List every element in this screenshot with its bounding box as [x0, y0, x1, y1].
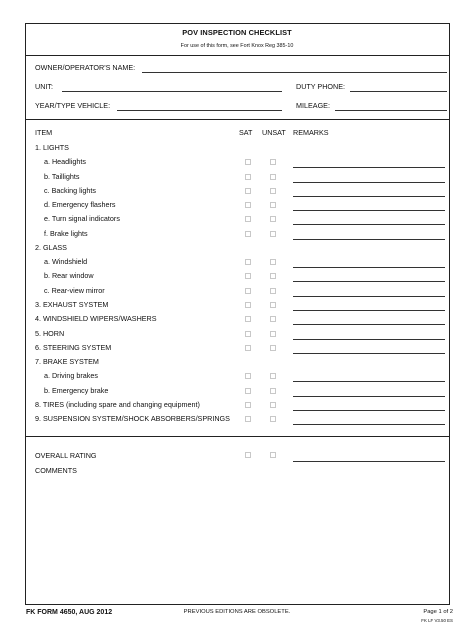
- unsat-checkbox[interactable]: [270, 259, 276, 265]
- mileage-field[interactable]: [335, 110, 447, 111]
- checklist-item-label: d. Emergency flashers: [44, 200, 116, 210]
- unsat-checkbox[interactable]: [270, 188, 276, 194]
- remarks-field[interactable]: [293, 410, 445, 411]
- remarks-field[interactable]: [293, 196, 445, 197]
- sat-checkbox[interactable]: [245, 402, 251, 408]
- sat-checkbox[interactable]: [245, 288, 251, 294]
- checklist-item-label: 2. GLASS: [35, 242, 67, 252]
- checklist-item-label: b. Rear window: [44, 271, 94, 281]
- remarks-field[interactable]: [293, 210, 445, 211]
- checklist-item-label: 9. SUSPENSION SYSTEM/SHOCK ABSORBERS/SPRINGS: [35, 414, 230, 424]
- unsat-checkbox[interactable]: [270, 345, 276, 351]
- unit-label: UNIT:: [35, 82, 53, 91]
- remarks-field[interactable]: [293, 424, 445, 425]
- table-divider: [25, 436, 450, 437]
- info-divider: [25, 119, 450, 120]
- unsat-checkbox[interactable]: [270, 416, 276, 422]
- checklist-item-label: e. Turn signal indicators: [44, 214, 120, 224]
- remarks-field[interactable]: [293, 296, 445, 297]
- duty-phone-label: DUTY PHONE:: [296, 82, 345, 91]
- remarks-field[interactable]: [293, 267, 445, 268]
- unsat-checkbox[interactable]: [270, 288, 276, 294]
- form-subtitle: For use of this form, see Fort Knox Reg 385-10: [180, 43, 294, 49]
- sat-checkbox[interactable]: [245, 273, 251, 279]
- sat-checkbox[interactable]: [245, 174, 251, 180]
- unsat-checkbox[interactable]: [270, 388, 276, 394]
- sat-checkbox[interactable]: [245, 388, 251, 394]
- unsat-checkbox[interactable]: [270, 402, 276, 408]
- checklist-item-label: a. Headlights: [44, 157, 86, 167]
- checklist-item-label: 1. LIGHTS: [35, 143, 69, 152]
- checklist-item-label: 3. EXHAUST SYSTEM: [35, 299, 109, 309]
- form-id: FK FORM 4650, AUG 2012: [26, 609, 113, 616]
- remarks-field[interactable]: [293, 381, 445, 382]
- sat-checkbox[interactable]: [245, 231, 251, 237]
- mileage-label: MILEAGE:: [296, 101, 330, 110]
- overall-unsat-checkbox[interactable]: [270, 452, 276, 458]
- form-title: POV INSPECTION CHECKLIST: [182, 28, 292, 37]
- remarks-field[interactable]: [293, 324, 445, 325]
- sat-checkbox[interactable]: [245, 302, 251, 308]
- overall-rating-label: OVERALL RATING: [35, 451, 97, 460]
- sat-checkbox[interactable]: [245, 159, 251, 165]
- col-unsat-header: UNSAT: [262, 128, 286, 137]
- sat-checkbox[interactable]: [245, 202, 251, 208]
- overall-sat-checkbox[interactable]: [245, 452, 251, 458]
- col-item-header: ITEM: [35, 128, 53, 137]
- checklist-item-label: c. Rear-view mirror: [44, 285, 105, 295]
- sat-checkbox[interactable]: [245, 331, 251, 337]
- overall-remarks-field[interactable]: [293, 461, 445, 462]
- checklist-item-label: a. Windshield: [44, 257, 88, 267]
- unsat-checkbox[interactable]: [270, 231, 276, 237]
- remarks-field[interactable]: [293, 167, 445, 168]
- sat-checkbox[interactable]: [245, 188, 251, 194]
- year-type-field[interactable]: [117, 110, 282, 111]
- unit-field[interactable]: [62, 91, 282, 92]
- header-divider: [25, 55, 450, 56]
- remarks-field[interactable]: [293, 182, 445, 183]
- col-sat-header: SAT: [239, 128, 253, 137]
- sat-checkbox[interactable]: [245, 345, 251, 351]
- comments-label: COMMENTS: [35, 466, 77, 475]
- unsat-checkbox[interactable]: [270, 273, 276, 279]
- unsat-checkbox[interactable]: [270, 216, 276, 222]
- remarks-field[interactable]: [293, 339, 445, 340]
- checklist-item-label: 4. WINDSHIELD WIPERS/WASHERS: [35, 314, 157, 324]
- col-remarks-header: REMARKS: [293, 128, 329, 137]
- remarks-field[interactable]: [293, 353, 445, 354]
- unsat-checkbox[interactable]: [270, 202, 276, 208]
- remarks-field[interactable]: [293, 224, 445, 225]
- remarks-field[interactable]: [293, 396, 445, 397]
- unsat-checkbox[interactable]: [270, 373, 276, 379]
- duty-phone-field[interactable]: [350, 91, 447, 92]
- sat-checkbox[interactable]: [245, 259, 251, 265]
- unsat-checkbox[interactable]: [270, 316, 276, 322]
- checklist-item-label: b. Emergency brake: [44, 385, 109, 395]
- sat-checkbox[interactable]: [245, 373, 251, 379]
- obsolete-notice: PREVIOUS EDITIONS ARE OBSOLETE.: [183, 609, 291, 615]
- sat-checkbox[interactable]: [245, 416, 251, 422]
- sat-checkbox[interactable]: [245, 216, 251, 222]
- comments-area[interactable]: [35, 478, 445, 600]
- owner-field[interactable]: [142, 72, 447, 73]
- checklist-item-label: 6. STEERING SYSTEM: [35, 342, 112, 352]
- unsat-checkbox[interactable]: [270, 159, 276, 165]
- remarks-field[interactable]: [293, 239, 445, 240]
- checklist-item-label: 5. HORN: [35, 328, 65, 338]
- checklist-item-label: 7. BRAKE SYSTEM: [35, 357, 99, 367]
- page-number: Page 1 of 2: [423, 609, 453, 615]
- remarks-field[interactable]: [293, 281, 445, 282]
- unsat-checkbox[interactable]: [270, 302, 276, 308]
- sat-checkbox[interactable]: [245, 316, 251, 322]
- version-code: FK LF V3.50 ES: [421, 618, 453, 623]
- checklist-item-label: 8. TIRES (including spare and changing equipment): [35, 399, 200, 409]
- checklist-item-label: c. Backing lights: [44, 185, 96, 195]
- unsat-checkbox[interactable]: [270, 174, 276, 180]
- remarks-field[interactable]: [293, 310, 445, 311]
- checklist-item-label: a. Driving brakes: [44, 371, 98, 381]
- checklist-item-label: f. Brake lights: [44, 228, 88, 238]
- unsat-checkbox[interactable]: [270, 331, 276, 337]
- checklist-item-label: b. Taillights: [44, 171, 80, 181]
- year-type-label: YEAR/TYPE VEHICLE:: [35, 101, 111, 110]
- owner-label: OWNER/OPERATOR'S NAME:: [35, 63, 136, 72]
